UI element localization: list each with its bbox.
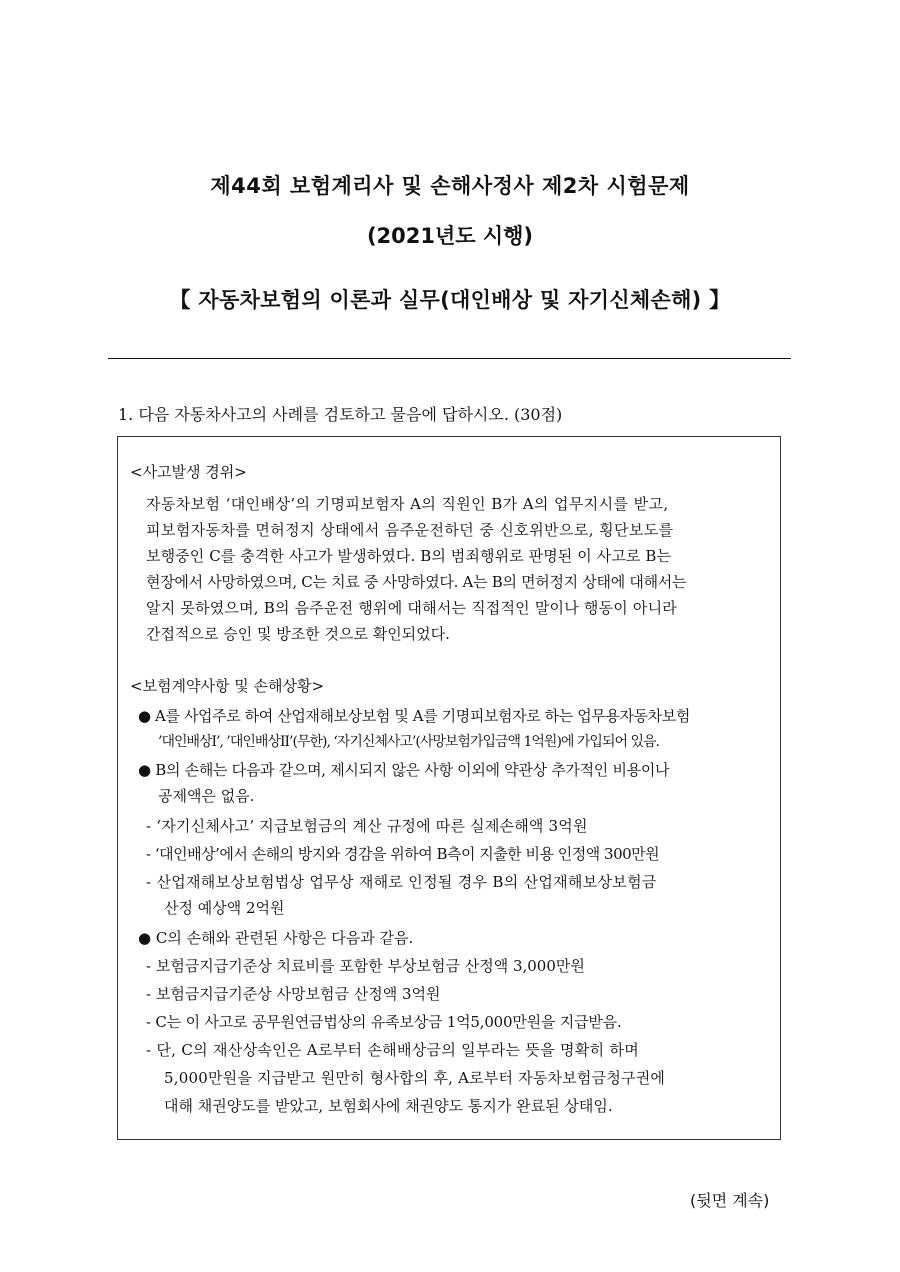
detail-item: - 보험금지급기준상 사망보험금 산정액 3억원 [146,985,441,1003]
question-text: 1. 다음 자동차사고의 사례를 검토하고 물음에 답하시오. (30점) [118,405,563,424]
bullet-item: ● A를 사업주로 하여 산업재해보상보험 및 A를 기명피보험자로 하는 업무용자동차보험 [138,707,690,725]
bullet-item: ● C의 손해와 관련된 사항은 다음과 같음. [138,929,414,947]
accident-line: 자동차보험 ‘대인배상’의 기명피보험자 A의 직원인 B가 A의 업무지시를 받고, [146,495,669,513]
detail-item: - ‘대인배상’에서 손해의 방지와 경감을 위하여 B측이 지출한 비용 인정액 300만원 [146,845,660,863]
bullet-item-continued: ’대인배상I’, ’대인배상II’(무한), ‘자기신체사고’(사망보험가입금액 1억원)에 가입되어 있음. [158,734,659,750]
detail-item: - 단, C의 재산상속인은 A로부터 손해배상금의 일부라는 뜻을 명확히 하며 [146,1041,640,1059]
accident-line: 알지 못하였으며, B의 음주운전 행위에 대해서는 직접적인 말이나 행동이 아니라 [146,599,677,617]
detail-item-continued: 산정 예상액 2억원 [164,899,285,917]
accident-line: 현장에서 사망하였으며, C는 치료 중 사망하였다. A는 B의 면허정지 상태에 대해서는 [146,573,687,591]
accident-heading: <사고발생 경위> [130,463,247,481]
bullet-item: ● B의 손해는 다음과 같으며, 제시되지 않은 사항 이외에 약관상 추가적인 비용이나 [138,761,670,779]
detail-item: - C는 이 사고로 공무원연금법상의 유족보상금 1억5,000만원을 지급받음. [146,1013,622,1031]
detail-item: - 보험금지급기준상 치료비를 포함한 부상보험금 산정액 3,000만원 [146,957,585,975]
detail-item: - ‘자기신체사고’ 지급보험금의 계산 규정에 따른 실제손해액 3억원 [146,817,588,835]
accident-line: 보행중인 C를 충격한 사고가 발생하였다. B의 범죄행위로 판명된 이 사고로 B는 [146,547,672,565]
exam-year: (2021년도 시행) [366,224,534,248]
contract-heading: <보험계약사항 및 손해상황> [130,677,325,695]
exam-title: 제44회 보험계리사 및 손해사정사 제2차 시험문제 [210,174,690,198]
detail-item: - 산업재해보상보험법상 업무상 재해로 인정될 경우 B의 산업재해보상보험금 [146,873,657,891]
continue-note: (뒷면 계속) [690,1191,770,1210]
header-divider [108,358,791,359]
detail-item-continued: 5,000만원을 지급받고 원만히 형사합의 후, A로부터 자동차보험금청구권에 [164,1069,666,1087]
subject-title: 【 자동차보험의 이론과 실무(대인배상 및 자기신체손해) 】 [169,288,731,312]
accident-line: 피보험자동차를 면허정지 상태에서 음주운전하던 중 신호위반으로, 횡단보도를 [146,521,674,539]
accident-line: 간접적으로 승인 및 방조한 것으로 확인되었다. [146,625,450,643]
bullet-item-continued: 공제액은 없음. [158,787,255,805]
detail-item-continued: 대해 채권양도를 받았고, 보험회사에 채권양도 통지가 완료된 상태임. [164,1097,613,1115]
